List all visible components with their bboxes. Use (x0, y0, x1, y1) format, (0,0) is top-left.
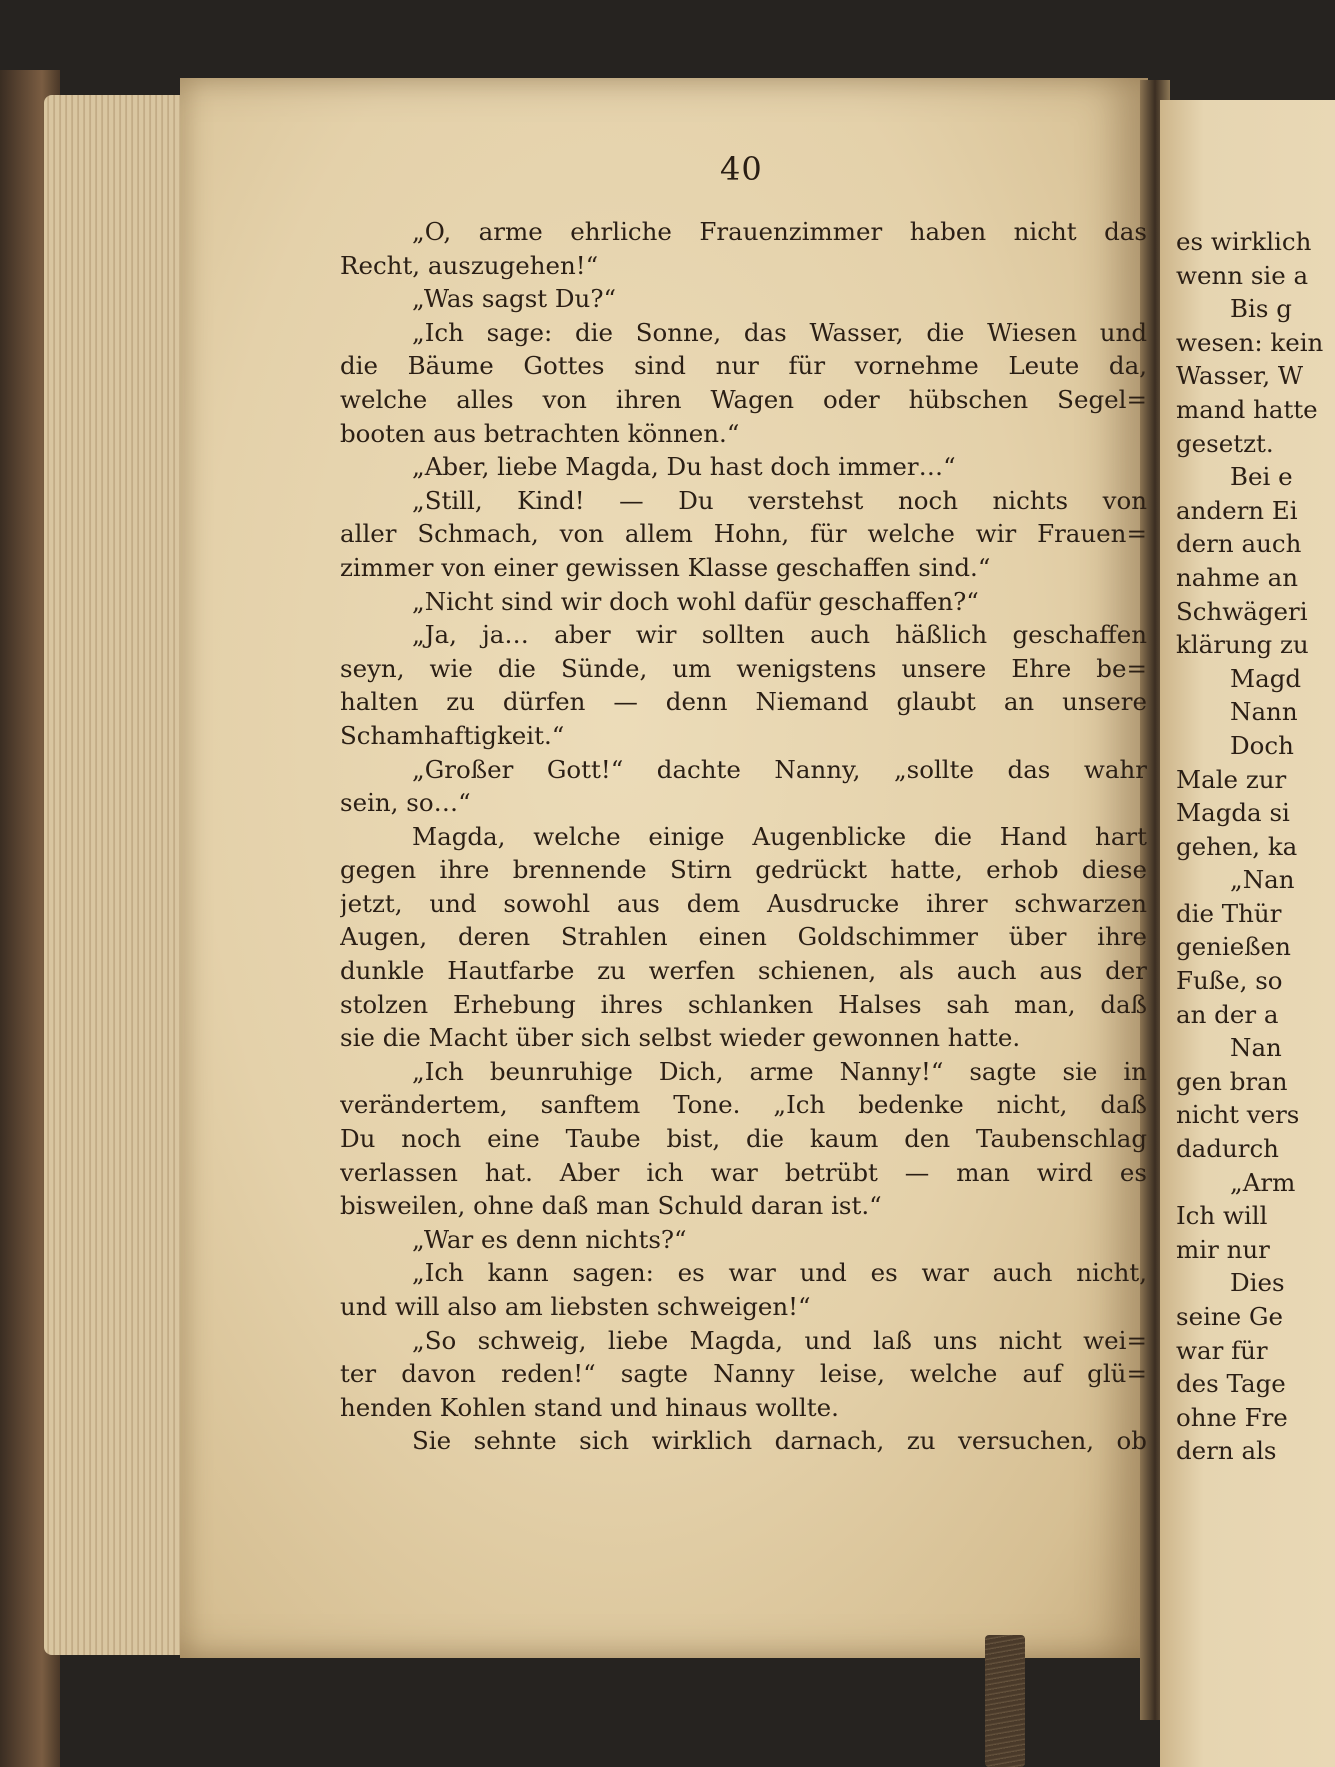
right-text-line: seine Ge (1176, 1302, 1284, 1331)
text-line: Du noch eine Taube bist, die kaum den Taubenschlag (340, 1124, 1147, 1154)
text-line: Schamhaftigkeit.“ (340, 720, 565, 750)
right-text-line: nicht vers (1176, 1100, 1300, 1130)
right-text-line: Magd (1230, 663, 1302, 693)
right-text-line: gehen, ka (1176, 831, 1298, 861)
right-page-text-block (1176, 225, 1335, 1468)
text-line: „Nicht sind wir doch wohl dafür geschaffen?“ (412, 586, 979, 616)
text-line: „Still, Kind! — Du verstehst noch nichts von (412, 485, 1147, 515)
text-line: halten zu dürfen — denn Niemand glaubt an unsere (340, 687, 1147, 717)
text-line: Recht, auszugehen!“ (340, 250, 599, 280)
text-line: ter davon reden!“ sagte Nanny leise, welche auf glü= (340, 1359, 1147, 1389)
right-text-line: Magda si (1176, 798, 1290, 828)
text-line: verlassen hat. Aber ich war betrübt — man wird es (340, 1157, 1147, 1187)
text-line: „O, arme ehrliche Frauenzimmer haben nicht das (412, 217, 1147, 246)
text-line: „Ja, ja… aber wir sollten auch häßlich geschaffen (412, 620, 1147, 650)
bookmark-ribbon (985, 1635, 1025, 1767)
text-line: „Großer Gott!“ dachte Nanny, „sollte das wahr (412, 754, 1147, 784)
text-line: „So schweig, liebe Magda, und laß uns nicht wei= (412, 1325, 1147, 1355)
right-text-line: Nan (1230, 1033, 1282, 1063)
right-text-line: dadurch (1176, 1134, 1279, 1164)
text-line: Sie sehnte sich wirklich darnach, zu versuchen, ob (412, 1426, 1147, 1456)
text-line: „War es denn nichts?“ (412, 1224, 687, 1254)
text-line: henden Kohlen stand und hinaus wollte. (340, 1392, 839, 1422)
page-number: 40 (720, 150, 763, 188)
text-line: zimmer von einer gewissen Klasse geschaffen sind.“ (340, 552, 991, 582)
text-line: und will also am liebsten schweigen!“ (340, 1292, 811, 1321)
right-text-line: genießen (1176, 932, 1291, 962)
right-text-line: war für (1176, 1335, 1268, 1365)
text-line: dunkle Hautfarbe zu werfen schienen, als auch aus der (340, 956, 1147, 986)
right-text-line: ohne Fre (1176, 1402, 1288, 1432)
right-text-line: Nann (1230, 697, 1298, 727)
right-text-line: Bis g (1230, 294, 1292, 324)
right-text-line: Schwägeri (1176, 596, 1308, 626)
right-text-line: an der a (1176, 999, 1279, 1029)
text-line: die Bäume Gottes sind nur für vornehme Leute da, (340, 351, 1147, 381)
text-line: gegen ihre brennende Stirn gedrückt hatte, erhob diese (340, 855, 1147, 885)
text-line: booten aus betrachten können.“ (340, 418, 740, 448)
right-text-line: nahme an (1176, 562, 1299, 592)
right-text-line: Doch (1230, 730, 1294, 760)
text-line: aller Schmach, von allem Hohn, für welche wir Frauen= (340, 519, 1147, 549)
text-line: sie die Macht über sich selbst wieder gewonnen hatte. (340, 1023, 1021, 1053)
right-text-line: gen bran (1176, 1066, 1288, 1096)
right-text-line: dern als (1176, 1436, 1277, 1466)
text-line: „Aber, liebe Magda, Du hast doch immer…“ (412, 452, 956, 482)
right-text-line: Fuße, so (1176, 966, 1283, 996)
right-text-line: wenn sie a (1176, 260, 1309, 290)
text-line: sein, so…“ (340, 788, 471, 818)
text-line: „Ich sage: die Sonne, das Wasser, die Wiesen und (412, 317, 1147, 347)
right-text-line: Bei e (1230, 462, 1293, 492)
text-line: „Was sagst Du?“ (412, 284, 616, 314)
right-text-line: Male zur (1176, 764, 1287, 794)
right-text-line: „Nan (1230, 865, 1295, 895)
right-text-line: es wirklich (1176, 227, 1312, 256)
right-text-line: mir nur (1176, 1234, 1270, 1264)
text-line: Augen, deren Strahlen einen Goldschimmer über ihre (340, 922, 1147, 952)
right-text-line: dern auch (1176, 529, 1302, 559)
right-text-line: mand hatte (1176, 394, 1318, 424)
right-text-line: klärung zu (1176, 630, 1309, 660)
right-text-line: Dies (1230, 1268, 1285, 1298)
text-line: bisweilen, ohne daß man Schuld daran ist.“ (340, 1191, 882, 1221)
text-line: welche alles von ihren Wagen oder hübschen Segel= (340, 384, 1147, 414)
right-text-line: wesen: kein (1176, 327, 1324, 357)
right-text-line: „Arm (1230, 1167, 1296, 1197)
right-text-line: Wasser, W (1176, 361, 1304, 391)
text-line: jetzt, und sowohl aus dem Ausdrucke ihrer schwarzen (340, 888, 1147, 918)
right-text-line: andern Ei (1176, 495, 1298, 525)
text-line: verändertem, sanftem Tone. „Ich bedenke nicht, daß (340, 1090, 1147, 1120)
text-line: „Ich beunruhige Dich, arme Nanny!“ sagte sie in (412, 1056, 1147, 1086)
right-text-line: des Tage (1176, 1369, 1286, 1399)
text-line: „Ich kann sagen: es war und es war auch nicht, (412, 1258, 1147, 1288)
right-text-line: die Thür (1176, 898, 1282, 928)
text-line: stolzen Erhebung ihres schlanken Halses sah man, daß (340, 989, 1147, 1019)
text-line: Magda, welche einige Augenblicke die Hand hart (412, 821, 1147, 851)
main-text-block (340, 215, 1147, 1458)
text-line: seyn, wie die Sünde, um wenigstens unsere Ehre be= (340, 653, 1147, 683)
page-edges (44, 95, 194, 1655)
right-text-line: gesetzt. (1176, 428, 1274, 458)
right-text-line: Ich will (1176, 1201, 1268, 1231)
